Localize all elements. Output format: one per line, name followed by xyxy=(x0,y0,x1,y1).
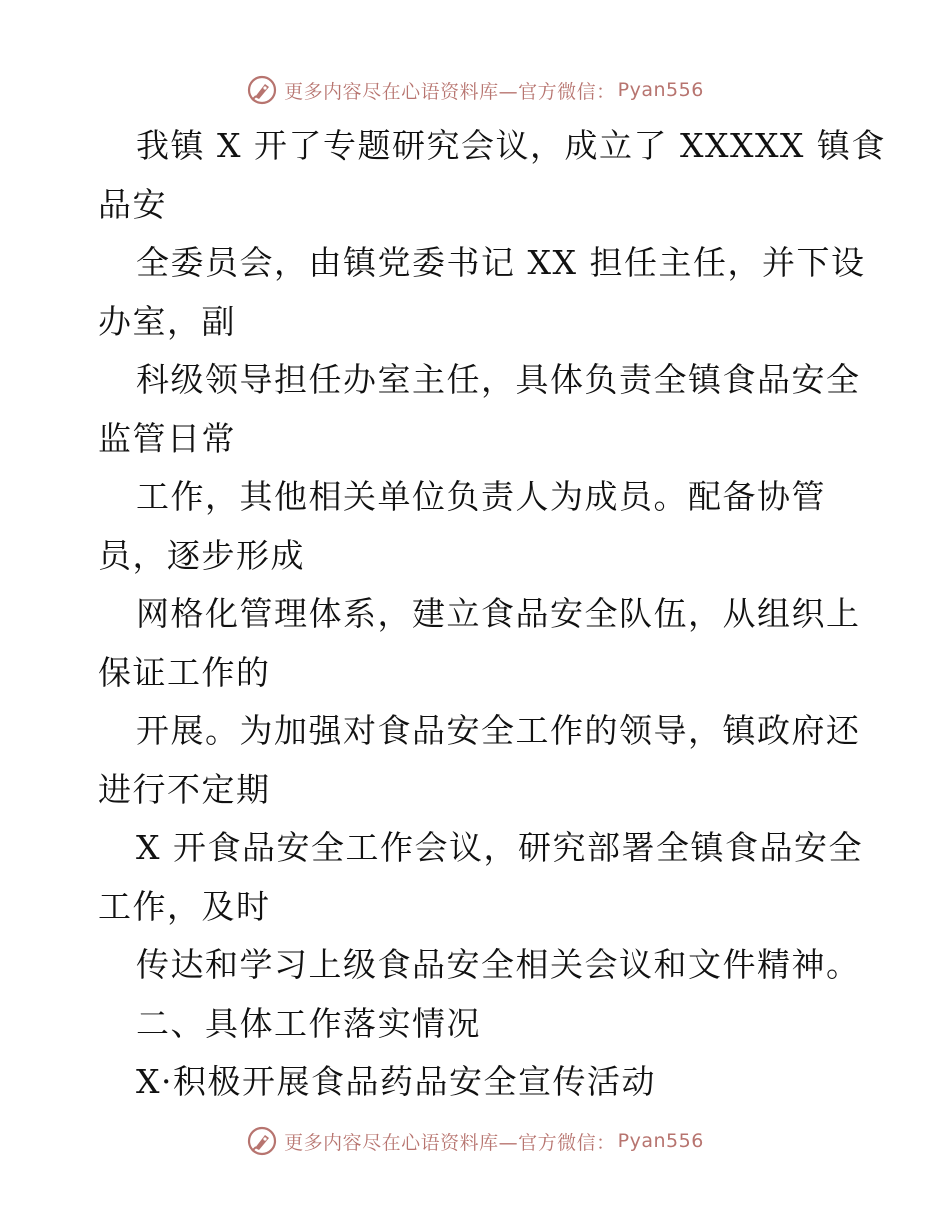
text-line: 全委员会，由镇党委书记 XX 担任主任，并下设 xyxy=(136,243,866,282)
text-line: 监管日常 xyxy=(98,418,236,458)
text-line: 办室，副 xyxy=(98,301,236,341)
text-line: 进行不定期 xyxy=(98,769,271,809)
text-line: 员，逐步形成 xyxy=(98,535,305,575)
watermark-text: 更多内容尽在心语资料库—官方微信： xyxy=(284,80,616,103)
pen-nib-logo-icon xyxy=(246,74,278,106)
text-line: 工作，及时 xyxy=(98,886,271,926)
watermark-header xyxy=(0,70,950,110)
watermark-text: 更多内容尽在心语资料库—官方微信： xyxy=(284,1131,616,1154)
text-line: 传达和学习上级食品安全相关会议和文件精神。 xyxy=(136,945,861,984)
text-line: X 开食品安全工作会议，研究部署全镇食品安全 xyxy=(136,828,863,867)
watermark-footer xyxy=(0,1121,950,1161)
text-line: 二、具体工作落实情况 xyxy=(136,1003,481,1043)
text-line: 保证工作的 xyxy=(98,652,271,692)
text-line: X·积极开展食品药品安全宣传活动 xyxy=(136,1062,656,1101)
text-line: 开展。为加强对食品安全工作的领导，镇政府还 xyxy=(136,711,861,750)
text-line: 工作，其他相关单位负责人为成员。配备协管 xyxy=(136,477,826,516)
watermark-wechat-id: Pyan556 xyxy=(617,79,704,101)
text-line: 我镇 X 开了专题研究会议，成立了 XXXXX 镇食 xyxy=(136,126,886,165)
text-line: 网格化管理体系，建立食品安全队伍，从组织上 xyxy=(136,594,861,633)
watermark-wechat-id: Pyan556 xyxy=(617,1130,704,1152)
pen-nib-logo-icon xyxy=(246,1125,278,1157)
text-line: 品安 xyxy=(98,184,167,224)
document-body xyxy=(98,117,886,1112)
text-line: 科级领导担任办室主任，具体负责全镇食品安全 xyxy=(136,360,861,399)
